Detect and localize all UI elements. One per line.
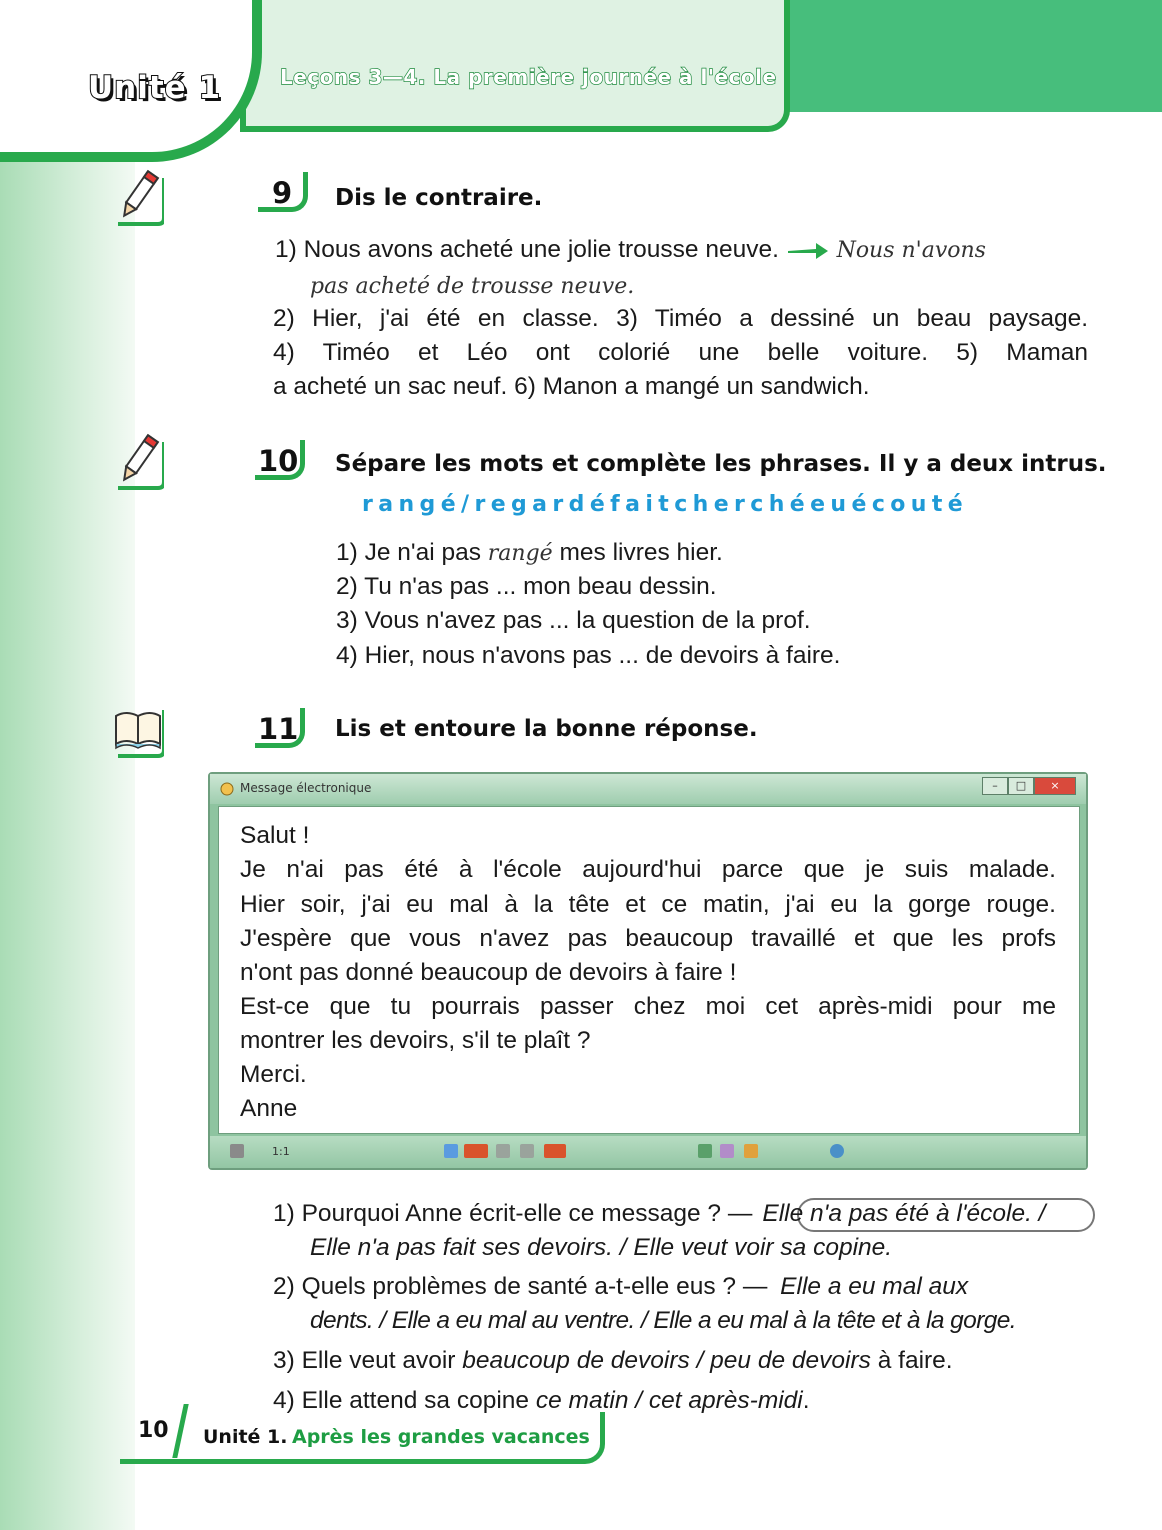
arrow-right-icon [786, 241, 830, 261]
email-line: Hier soir, j'ai eu mal à la tête et ce matin, j'ai eu la gorge rouge. [240, 891, 1056, 918]
clock-icon[interactable] [830, 1144, 844, 1158]
ex9-line4: a acheté un sac neuf. 6) Manon a mangé un sandwich. [273, 373, 870, 400]
ex10-example-word: rangé [487, 541, 553, 566]
ex9-line1 [275, 233, 1090, 268]
status-icon [230, 1144, 244, 1158]
q1-other-options: Elle n'a pas fait ses devoirs. / Elle veut voir sa copine. [310, 1234, 893, 1261]
toolbar-icon[interactable] [720, 1144, 734, 1158]
ex10-sentence-3: 3) Vous n'avez pas ... la question de la prof. [336, 607, 811, 634]
toolbar-icon[interactable] [496, 1144, 510, 1158]
toolbar-icon[interactable] [544, 1144, 566, 1158]
question-2 [273, 1270, 1088, 1304]
q3-prefix: 3) Elle veut avoir [273, 1347, 463, 1374]
header-green-band [760, 0, 1162, 112]
exercise-title: Sépare les mots et complète les phrases. Il y a deux intrus. [335, 451, 1107, 477]
ex10-sentence-4: 4) Hier, nous n'avons pas ... de devoirs à faire. [336, 642, 841, 669]
exercise-number: 10 [258, 444, 299, 478]
app-icon [220, 782, 234, 796]
email-line: Je n'ai pas été à l'école aujourd'hui parce que je suis malade. [240, 856, 1056, 883]
toolbar-icon[interactable] [444, 1144, 458, 1158]
email-line: Merci. [240, 1061, 307, 1088]
ex10-sentence-2: 2) Tu n'as pas ... mon beau dessin. [336, 573, 717, 600]
window-title: Message électronique [240, 781, 372, 795]
footer-subtitle: Après les grandes vacances [292, 1426, 590, 1448]
footer-unit: Unité 1. [203, 1426, 288, 1448]
q2-other-options: dents. / Elle a eu mal au ventre. / Elle a eu mal à la tête et à la gorge. [310, 1307, 1017, 1334]
ex10-s1-part-a: 1) Je n'ai pas [336, 539, 488, 566]
pencil-icon [112, 168, 164, 228]
window-titlebar [210, 774, 1086, 804]
question-3 [273, 1344, 953, 1378]
close-icon[interactable]: × [1034, 777, 1076, 795]
email-line: n'ont pas donné beaucoup de devoirs à faire ! [240, 959, 737, 986]
q2-option-a: Elle a eu mal aux [780, 1273, 969, 1300]
toolbar-icon[interactable] [464, 1144, 488, 1158]
q1-circled-option: Elle n'a pas été à l'école. / [762, 1200, 1046, 1227]
maximize-icon[interactable]: □ [1008, 777, 1034, 795]
email-line: Anne [240, 1095, 298, 1122]
lesson-title: Leçons 3—4. La première journée à l'école [280, 65, 777, 89]
window-controls [982, 777, 1076, 795]
left-margin-band [0, 0, 135, 1530]
q3-options: beaucoup de devoirs / peu de devoirs [462, 1347, 871, 1374]
ex10-sentence-1 [336, 536, 723, 571]
ex9-line3: 4) Timéo et Léo ont colorié une belle voiture. 5) Maman [273, 339, 1088, 366]
q2-prefix: 2) Quels problèmes de santé a-t-elle eus ? — [273, 1273, 768, 1300]
page-number: 10 [138, 1418, 169, 1443]
q4-prefix: 4) Elle attend sa copine [273, 1387, 536, 1414]
email-line: J'espère que vous n'avez pas beaucoup travaillé et que les profs [240, 925, 1056, 952]
exercise-title: Lis et entoure la bonne réponse. [335, 716, 758, 742]
exercise-title: Dis le contraire. [335, 185, 543, 211]
toolbar-icon[interactable] [698, 1144, 712, 1158]
email-line: montrer les devoirs, s'il te plaît ? [240, 1027, 591, 1054]
status-text: 1:1 [272, 1145, 290, 1158]
toolbar-icon[interactable] [744, 1144, 758, 1158]
unit-title: Unité 1 [88, 70, 222, 106]
question-1 [273, 1197, 1046, 1231]
ex9-line1-prefix: 1) Nous avons acheté une jolie trousse neuve. [275, 236, 779, 263]
q3-suffix: à faire. [870, 1347, 953, 1374]
exercise-number: 9 [272, 176, 293, 210]
q1-prefix: 1) Pourquoi Anne écrit-elle ce message ? — [273, 1200, 753, 1227]
q4-suffix: . [802, 1387, 810, 1414]
status-bar [210, 1136, 1086, 1168]
word-chain: rangé/regardéfaitcherchéeuécouté [362, 492, 969, 517]
minimize-icon[interactable]: – [982, 777, 1008, 795]
exercise-number: 11 [258, 712, 299, 746]
email-line: Est-ce que tu pourrais passer chez moi cet après-midi pour me [240, 993, 1056, 1020]
ex9-line2: 2) Hier, j'ai été en classe. 3) Timéo a dessiné un beau paysage. [273, 305, 1088, 332]
ex9-answer-part1: Nous n'avons [836, 238, 986, 263]
ex10-s1-part-b: mes livres hier. [552, 539, 723, 566]
q4-options: ce matin / cet après-midi [535, 1387, 803, 1414]
toolbar-icon[interactable] [520, 1144, 534, 1158]
book-icon [112, 700, 164, 760]
ex9-answer-part2: pas acheté de trousse neuve. [310, 274, 635, 299]
pencil-icon [112, 432, 164, 492]
email-line: Salut ! [240, 822, 310, 849]
